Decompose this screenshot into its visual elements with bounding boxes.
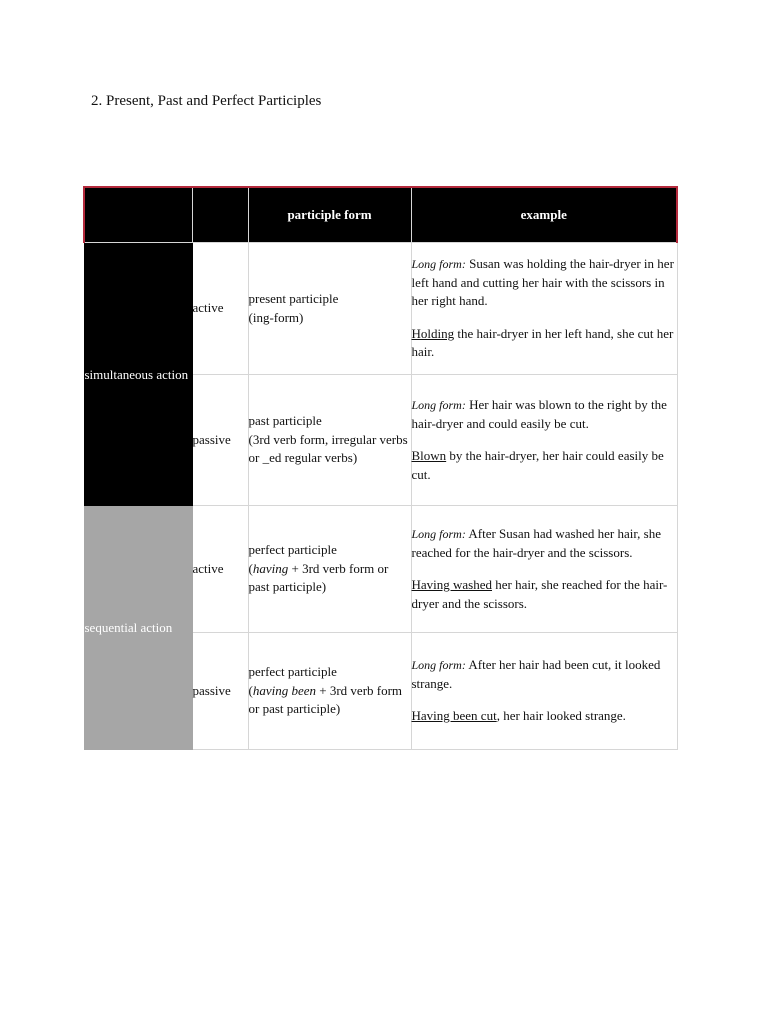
form-detail — [249, 560, 411, 597]
long-form-label: Long form: — [411, 527, 466, 541]
long-form-label: Long form: — [411, 398, 466, 412]
participle-example — [412, 447, 677, 484]
form-detail: (ing-form) — [248, 309, 304, 325]
table-row — [84, 506, 677, 633]
long-form-text: After Susan had washed her hair, she reached for the hair-dryer and the scissors. — [411, 526, 661, 560]
participle-form-cell — [248, 243, 411, 375]
form-name: perfect participle — [248, 542, 337, 558]
header-empty-cell — [84, 187, 192, 243]
participle-phrase: Holding — [411, 325, 455, 341]
long-form-label: Long form: — [411, 658, 466, 673]
voice-cell: passive — [192, 375, 248, 506]
example-cell — [411, 633, 677, 750]
long-form-example — [412, 396, 677, 433]
participle-rest: by the hair-dryer, her hair could easily be cut. — [411, 448, 664, 482]
voice-cell: passive — [192, 633, 248, 750]
form-detail-rest: + 3rd verb form or past participle) — [248, 682, 403, 717]
table-header-row — [84, 187, 677, 243]
voice-cell: active — [192, 243, 248, 375]
participle-form-cell — [248, 375, 411, 506]
participle-phrase: Having washed — [411, 577, 493, 592]
form-name: perfect participle — [248, 664, 337, 680]
voice-cell: active — [192, 506, 248, 633]
form-detail — [249, 682, 411, 719]
group-sequential-action: sequential action — [84, 506, 192, 750]
header-participle-form: participle form — [248, 187, 411, 243]
participle-form-cell — [248, 633, 411, 750]
form-paren: ( — [248, 682, 253, 698]
form-detail-rest: + 3rd verb form or past participle) — [248, 560, 389, 595]
example-cell — [411, 375, 677, 506]
participle-rest: , her hair looked strange. — [496, 708, 626, 724]
participle-example — [412, 576, 677, 613]
form-keyword: having been — [252, 682, 317, 698]
long-form-text: Her hair was blown to the right by the hair-dryer and could easily be cut. — [411, 397, 667, 431]
form-detail: (3rd verb form, irregular verbs or _ed regular verbs) — [248, 431, 408, 466]
example-cell — [411, 506, 677, 633]
header-example: example — [411, 187, 677, 243]
long-form-example — [412, 656, 677, 693]
long-form-example — [412, 525, 677, 562]
table-row — [84, 243, 677, 375]
group-simultaneous-action: simultaneous action — [84, 243, 192, 506]
form-keyword: having — [252, 560, 289, 576]
example-cell — [411, 243, 677, 375]
header-empty-cell — [192, 187, 248, 243]
form-name: present participle — [248, 291, 339, 306]
participle-phrase: Having been cut — [411, 708, 497, 724]
long-form-text: After her hair had been cut, it looked strange. — [411, 657, 661, 691]
form-name: past participle — [248, 413, 322, 429]
participle-example — [412, 325, 677, 362]
participle-rest: the hair-dryer in her left hand, she cut her hair. — [411, 325, 674, 360]
participle-form-cell — [248, 506, 411, 633]
participle-example — [412, 707, 677, 726]
participle-phrase: Blown — [411, 448, 447, 463]
long-form-text: Susan was holding the hair-dryer in her left hand and cutting her hair with the scissors in her right hand. — [411, 256, 674, 309]
participles-table — [83, 186, 678, 750]
long-form-label: Long form: — [411, 257, 466, 272]
long-form-example — [412, 255, 677, 311]
participle-rest: her hair, she reached for the hair-dryer and the scissors. — [411, 577, 668, 611]
page-heading: 2. Present, Past and Perfect Participles — [91, 93, 322, 109]
form-paren: ( — [248, 560, 253, 576]
